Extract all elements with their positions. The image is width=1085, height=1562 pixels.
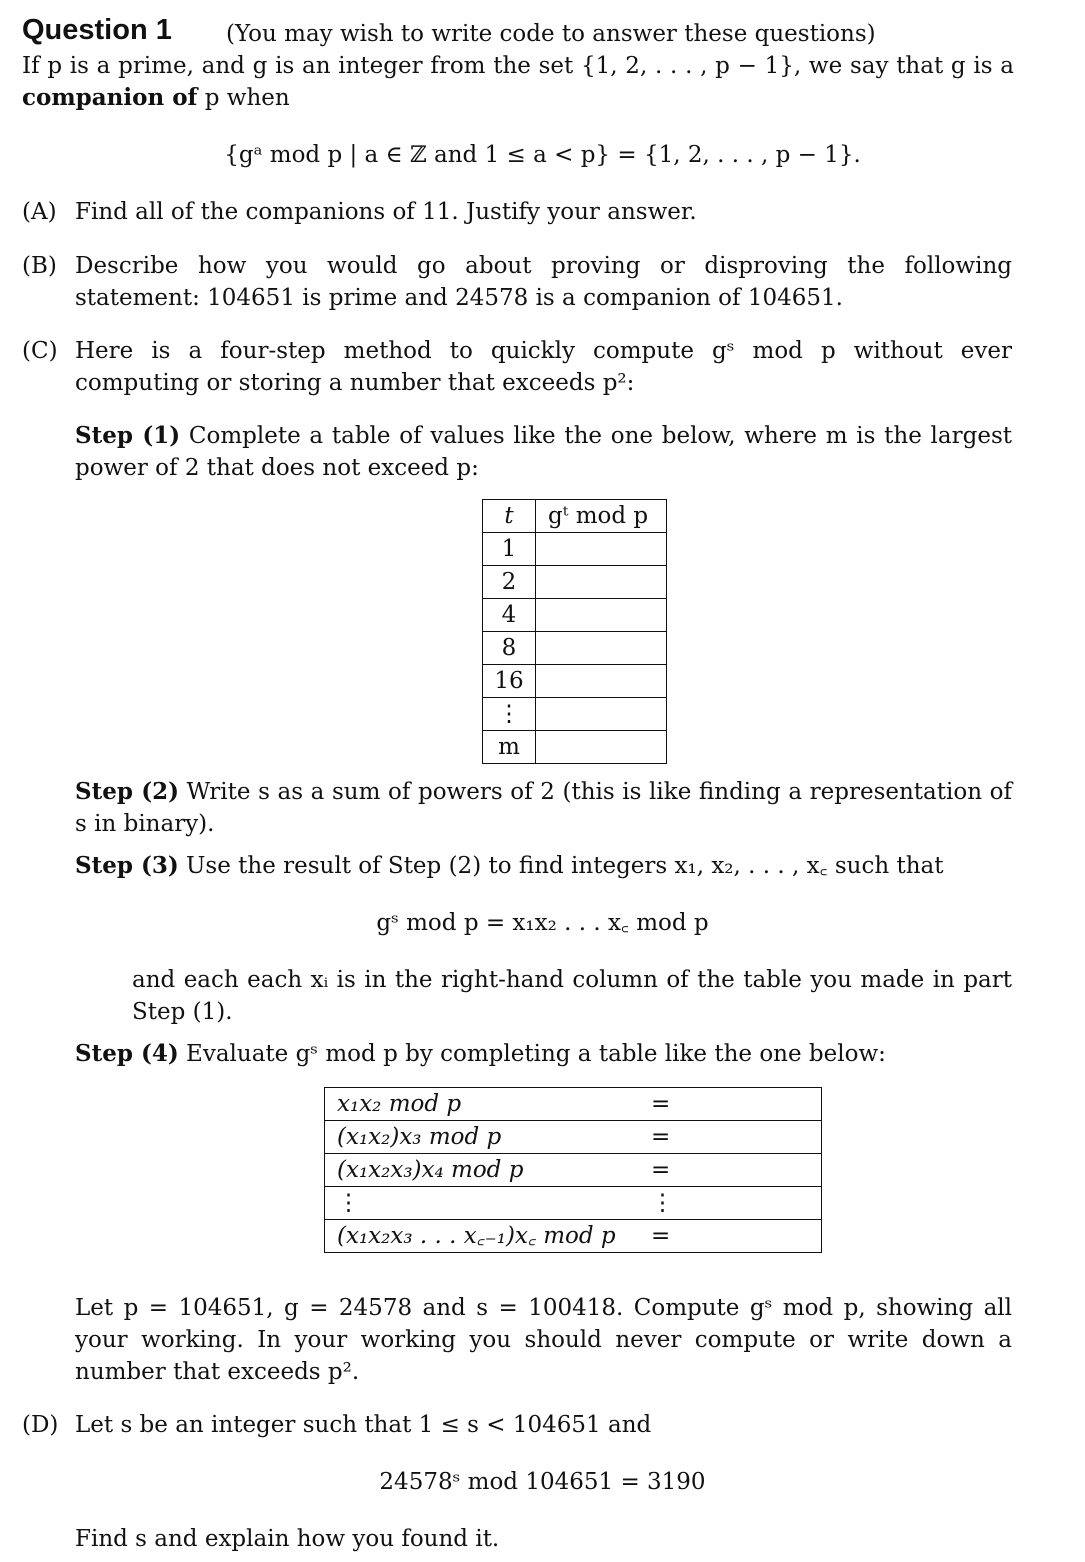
t-value: 1 [483, 533, 536, 566]
t-value: ⋮ [483, 698, 536, 731]
table-row [483, 599, 667, 632]
product-expr: (x₁x₂x₃)x₄ mod p [325, 1154, 644, 1187]
g-value-empty [536, 566, 667, 599]
g-value-empty [536, 599, 667, 632]
question-subtitle: (You may wish to write code to answer these questions) [226, 21, 876, 47]
step-4 [75, 1038, 1012, 1070]
question-title: Question 1 [22, 14, 172, 46]
table-row [325, 1187, 822, 1220]
product-expr: (x₁x₂x₃ . . . x꜀₋₁)x꜀ mod p [325, 1220, 644, 1253]
table-row [483, 566, 667, 599]
table-row [325, 1121, 822, 1154]
part-c-final: Let p = 104651, g = 24578 and s = 100418. Compute gˢ mod p, showing all your working. In your working you should never compute or write down a number that exceeds p². [75, 1295, 1012, 1385]
product-table [324, 1087, 822, 1253]
product-expr: x₁x₂ mod p [325, 1088, 644, 1121]
step-3-after: and each each xᵢ is in the right-hand column of the table you made in part Step (1). [132, 967, 1012, 1025]
equals-sign: = [643, 1154, 822, 1187]
step-3 [75, 850, 1012, 882]
part-d-equation: 24578ˢ mod 104651 = 3190 [379, 1469, 706, 1495]
g-value-empty [536, 698, 667, 731]
intro-line-1: If p is a prime, and g is an integer from the set {1, 2, . . . , p − 1}, we say that g is a [22, 53, 1014, 79]
g-value-empty [536, 632, 667, 665]
companion-term: companion of [22, 84, 198, 111]
definition-equation: {gᵃ mod p | a ∈ ℤ and 1 ≤ a < p} = {1, 2, . . . , p − 1}. [224, 142, 861, 168]
step-3-label: Step (3) [75, 852, 179, 879]
t-value: 4 [483, 599, 536, 632]
part-d-label: (D) [22, 1412, 59, 1438]
powers-table [482, 499, 667, 764]
table-row [325, 1154, 822, 1187]
step-1-text: Complete a table of values like the one below, where m is the largest power of 2 that does not exceed p: [75, 423, 1012, 481]
powers-table-header [483, 500, 667, 533]
part-b-label: (B) [22, 253, 57, 279]
intro-line-2 [22, 82, 290, 114]
g-value-empty [536, 665, 667, 698]
step-1 [75, 420, 1012, 484]
table-row [325, 1088, 822, 1121]
equals-sign: = [643, 1088, 822, 1121]
table-row [325, 1220, 822, 1253]
header-g-mod-p: gᵗ mod p [536, 500, 667, 533]
t-value: 16 [483, 665, 536, 698]
equals-sign: = [643, 1220, 822, 1253]
part-a-text: Find all of the companions of 11. Justify your answer. [75, 199, 697, 225]
equals-sign: ⋮ [643, 1187, 822, 1220]
step-3-text: Use the result of Step (2) to find integers x₁, x₂, . . . , x꜀ such that [186, 853, 944, 879]
intro-line-2-rest: p when [197, 85, 290, 111]
part-a-label: (A) [22, 199, 57, 225]
g-value-empty [536, 533, 667, 566]
table-row [483, 632, 667, 665]
step-3-equation: gˢ mod p = x₁x₂ . . . x꜀ mod p [376, 910, 709, 936]
t-value: 2 [483, 566, 536, 599]
equals-sign: = [643, 1121, 822, 1154]
header-t: t [483, 500, 536, 533]
part-d-text: Let s be an integer such that 1 ≤ s < 104651 and [75, 1412, 652, 1438]
part-b-text: Describe how you would go about proving or disproving the following statement: 104651 is prime and 24578 is a companion of 104651. [75, 253, 1012, 311]
part-c-label: (C) [22, 338, 58, 364]
step-1-label: Step (1) [75, 422, 181, 449]
t-value: 8 [483, 632, 536, 665]
step-4-text: Evaluate gˢ mod p by completing a table like the one below: [186, 1041, 886, 1067]
t-value: m [483, 731, 536, 764]
product-expr: (x₁x₂)x₃ mod p [325, 1121, 644, 1154]
part-c-text: Here is a four-step method to quickly compute gˢ mod p without ever computing or storing a number that exceeds p²: [75, 338, 1012, 396]
step-2 [75, 776, 1012, 840]
table-row [483, 665, 667, 698]
table-row [483, 731, 667, 764]
table-row [483, 698, 667, 731]
product-expr: ⋮ [325, 1187, 644, 1220]
step-4-label: Step (4) [75, 1040, 179, 1067]
step-2-text: Write s as a sum of powers of 2 (this is like finding a representation of s in binary). [75, 779, 1012, 837]
table-row [483, 533, 667, 566]
part-d-final: Find s and explain how you found it. [75, 1526, 500, 1552]
step-2-label: Step (2) [75, 778, 180, 805]
g-value-empty [536, 731, 667, 764]
